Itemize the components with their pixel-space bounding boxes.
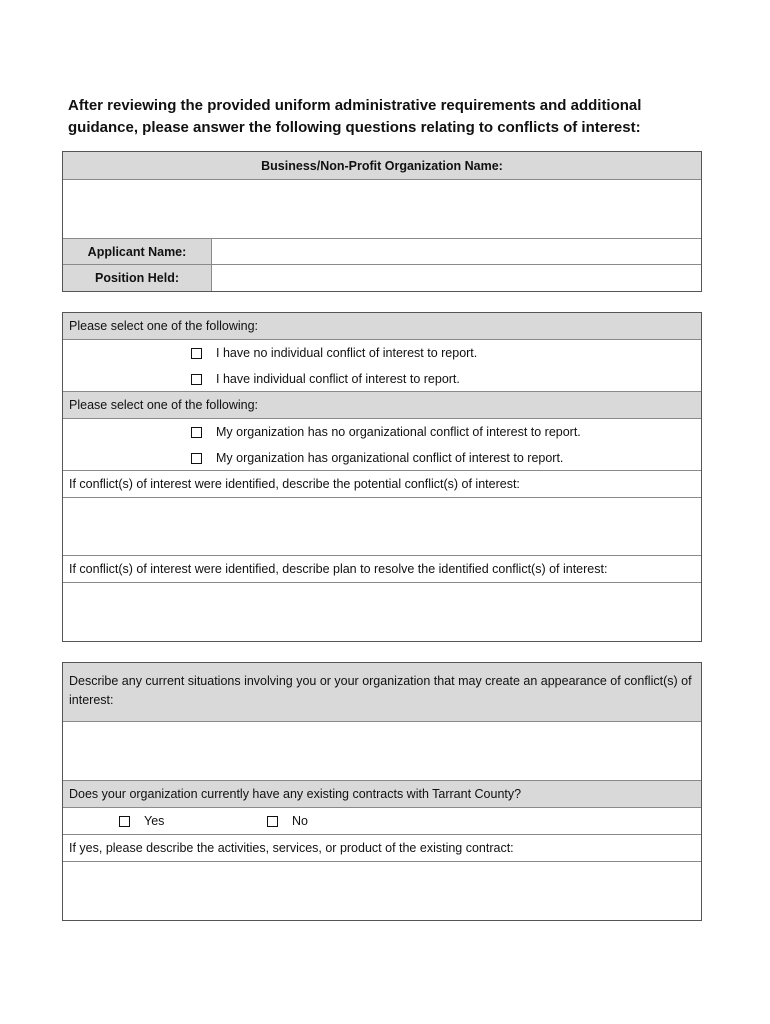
option-org-conflict[interactable] [191,445,701,471]
conflict-section [62,312,702,642]
situation-section [62,662,702,921]
contracts-options [63,808,701,835]
individual-prompt: Please select one of the following: [63,313,701,340]
position-held-field[interactable] [212,265,701,291]
resolve-plan-field[interactable] [63,583,701,641]
option-label: No [292,814,308,828]
option-label: My organization has organizational conflict of interest to report. [216,451,564,465]
if-yes-prompt: If yes, please describe the activities, services, or product of the existing contract: [63,835,701,862]
individual-options [63,340,701,392]
situation-prompt: Describe any current situations involving you or your organization that may create an appearance of conflict(s) of interest: [63,663,701,722]
describe-conflict-field[interactable] [63,498,701,556]
checkbox[interactable] [191,453,202,464]
org-name-field[interactable] [63,180,701,239]
checkbox[interactable] [119,816,130,827]
describe-conflict-prompt: If conflict(s) of interest were identified, describe the potential conflict(s) of interest: [63,471,701,498]
option-individual-conflict[interactable] [191,366,701,392]
option-no-individual-conflict[interactable] [191,340,701,366]
option-label: Yes [144,814,165,828]
option-yes[interactable] [119,808,164,834]
applicant-name-label: Applicant Name: [63,239,212,264]
applicant-name-field[interactable] [212,239,701,264]
situation-field[interactable] [63,722,701,781]
position-held-label: Position Held: [63,265,212,291]
resolve-plan-prompt: If conflict(s) of interest were identified, describe plan to resolve the identified conflict(s) of interest: [63,556,701,583]
intro-text: After reviewing the provided uniform administrative requirements and additional guidance, please answer the following questions relating to conflicts of interest: [68,97,642,136]
org-name-header: Business/Non-Profit Organization Name: [63,152,701,180]
checkbox[interactable] [191,348,202,359]
checkbox[interactable] [191,374,202,385]
contracts-prompt: Does your organization currently have any existing contracts with Tarrant County? [63,781,701,808]
option-label: My organization has no organizational conflict of interest to report. [216,425,581,439]
organization-options [63,419,701,471]
organization-section [62,151,702,292]
option-label: I have no individual conflict of interest to report. [216,346,478,360]
option-label: I have individual conflict of interest to report. [216,372,460,386]
position-held-row [63,265,701,291]
organization-prompt: Please select one of the following: [63,392,701,419]
option-no[interactable] [267,808,308,834]
checkbox[interactable] [267,816,278,827]
applicant-name-row [63,239,701,265]
option-no-org-conflict[interactable] [191,419,701,445]
if-yes-field[interactable] [63,862,701,920]
checkbox[interactable] [191,427,202,438]
